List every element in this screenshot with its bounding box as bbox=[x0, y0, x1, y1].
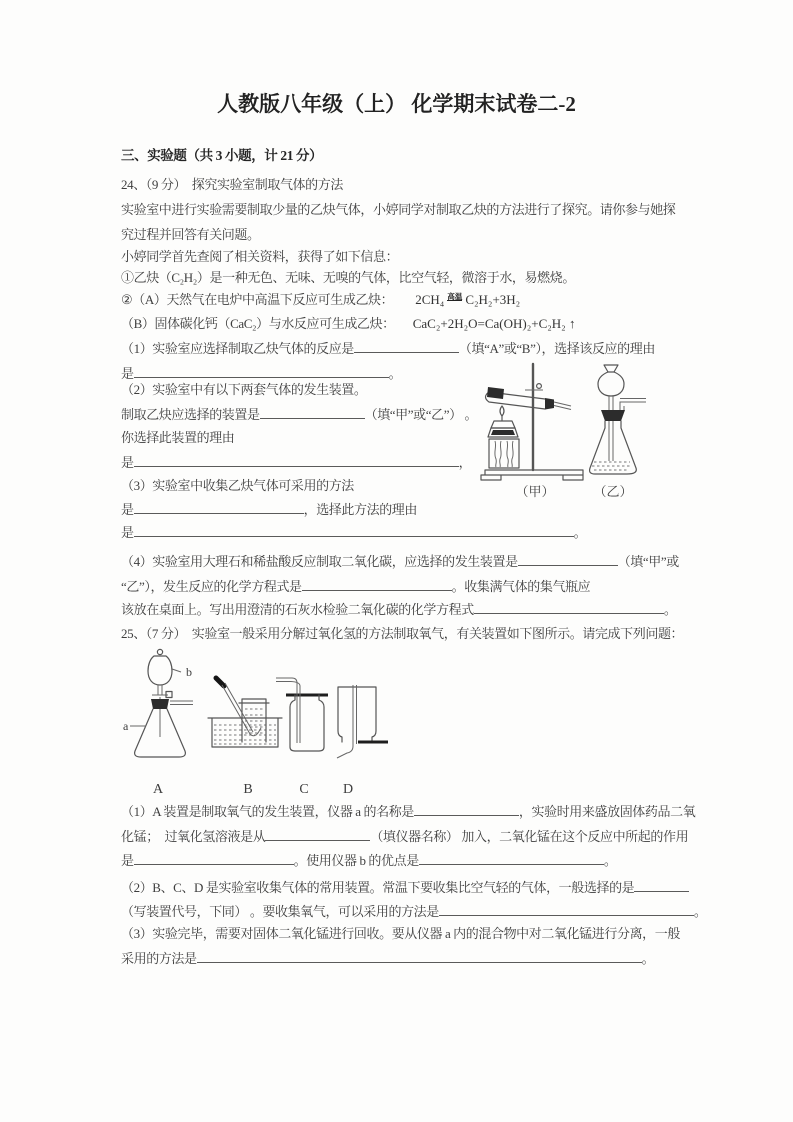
q24-sub3-prefix: 是 bbox=[121, 502, 134, 517]
q24-sub3-line1: （3）实验室中收集乙炔气体可采用的方法 bbox=[121, 478, 354, 493]
q25-sub3-text: 采用的方法是 bbox=[121, 951, 197, 966]
label-A: A bbox=[152, 782, 164, 797]
delivery-tube bbox=[222, 683, 253, 734]
device-D-downward-air-jar bbox=[337, 685, 388, 797]
stand-base bbox=[481, 470, 583, 480]
answer-blank bbox=[354, 339, 459, 353]
q25-sub1-prefix: 是 bbox=[121, 853, 134, 868]
q25-sub1-line2 bbox=[121, 827, 688, 846]
q24-head: 24、（9 分） 探究实验室制取气体的方法 bbox=[121, 177, 343, 192]
q24-sub2-line4 bbox=[121, 453, 471, 472]
device-C-upward-air-jar bbox=[276, 678, 328, 797]
separating-funnel-bulb bbox=[148, 656, 172, 685]
q24-sub4-text3: 。收集满气体的集气瓶应 bbox=[451, 579, 591, 594]
label-a: a bbox=[123, 719, 129, 733]
q25-head: 25、（7 分） 实验室一般采用分解过氧化氢的方法制取氧气，有关装置如下图所示。请完成下列问题： bbox=[121, 626, 684, 641]
gas-jar bbox=[290, 695, 324, 751]
water-trough bbox=[208, 718, 282, 747]
lamp-top bbox=[491, 416, 515, 428]
delivery-tube bbox=[620, 402, 646, 410]
apparatus-yi-flask-funnel bbox=[590, 365, 646, 499]
q24-intro-line1: 实验室中进行实验需要制取少量的乙炔气体，小婷同学对制取乙炔的方法进行了探究。请你参与她探 bbox=[121, 202, 676, 217]
comma: ， bbox=[458, 455, 472, 470]
period: 。 bbox=[693, 904, 707, 919]
q24-sub2-text: 制取乙炔应选择的装置是 bbox=[121, 407, 260, 422]
q24-info2-text: ②（A）天然气在电炉中高温下反应可生成乙炔： bbox=[121, 292, 394, 307]
answer-blank bbox=[134, 851, 294, 865]
q25-sub1-text4: （填仪器名称） 加入，二氧化锰在这个反应中所起的作用 bbox=[370, 829, 689, 844]
q25-sub2-line1 bbox=[121, 878, 689, 897]
label-C: C bbox=[299, 782, 309, 797]
carbide-formula: CaC₂+2H₂O=Ca(OH)₂+C₂H₂ ↑ bbox=[412, 316, 576, 331]
answer-blank bbox=[134, 453, 459, 467]
q25-sub1-line3 bbox=[121, 851, 616, 870]
answer-blank bbox=[134, 500, 304, 514]
q24-sub3-line2 bbox=[121, 500, 417, 519]
q24-sub3-line3 bbox=[121, 523, 586, 542]
label-B: B bbox=[243, 782, 253, 797]
label-yi: （乙） bbox=[593, 484, 633, 499]
period: 。 bbox=[663, 602, 677, 617]
clamp-grip bbox=[487, 387, 504, 399]
answer-blank bbox=[474, 600, 664, 614]
answer-blank bbox=[302, 577, 452, 591]
q24-sub2-line2 bbox=[121, 405, 477, 424]
period: 。 bbox=[573, 525, 587, 540]
device-A-generator bbox=[123, 649, 193, 797]
funnel-bulb bbox=[598, 372, 624, 396]
q24-info1: ①乙炔（C₂H₂）是一种无色、无味、无嗅的气体，比空气轻，微溶于水，易燃烧。 bbox=[121, 270, 575, 285]
q24-sub1-line1 bbox=[121, 339, 655, 358]
wood-block bbox=[489, 439, 519, 468]
q24-info3 bbox=[121, 315, 575, 333]
q25-sub2-line2 bbox=[121, 902, 706, 921]
flask-liquid bbox=[592, 462, 632, 470]
q25-sub1-text: （1）A 装置是制取氧气的发生装置，仪器 a 的名称是 bbox=[121, 804, 414, 819]
tube-stopper bbox=[545, 398, 554, 410]
q24-sub4-hint: （填“甲”或 bbox=[617, 554, 679, 569]
trough-water bbox=[214, 725, 276, 744]
q24-sub2-prefix: 是 bbox=[121, 455, 134, 470]
period: 。 bbox=[388, 366, 402, 381]
q25-sub2-text2: （写装置代号，下同） 。要收集氧气，可以采用的方法是 bbox=[121, 904, 439, 919]
q25-sub1-text2: ，实验时用来盛放固体药品二氧 bbox=[518, 804, 696, 819]
delivery-tube bbox=[337, 685, 357, 758]
methane-formula-right: C₂H₂+3H₂ bbox=[465, 292, 521, 307]
q24-info2 bbox=[121, 291, 520, 309]
q24-sub2-line3: 你选择此装置的理由 bbox=[121, 430, 235, 445]
q25-sub1-text5: 。使用仪器 b 的优点是 bbox=[293, 853, 419, 868]
answer-blank bbox=[414, 802, 519, 816]
q24-sub1-text: （1）实验室应选择制取乙炔气体的反应是 bbox=[121, 341, 354, 356]
q25-sub3-line1: （3）实验完毕，需要对固体二氧化锰进行回收。要从仪器 a 内的混合物中对二氧化锰进行分离，一般 bbox=[121, 926, 680, 941]
delivery-tube bbox=[276, 678, 300, 743]
q25-sub1-line1 bbox=[121, 802, 695, 821]
lamp-fuel bbox=[491, 430, 515, 435]
q24-sub1-prefix: 是 bbox=[121, 366, 134, 381]
answer-blank bbox=[197, 949, 642, 963]
q25-apparatus-diagram bbox=[120, 645, 420, 803]
answer-blank bbox=[134, 523, 574, 537]
section-heading: 三、实验题（共 3 小题，计 21 分） bbox=[121, 148, 323, 163]
label-jia: （甲） bbox=[515, 484, 555, 499]
answer-blank bbox=[265, 827, 370, 841]
funnel-mouth bbox=[604, 365, 618, 372]
delivery-tube bbox=[554, 402, 571, 410]
q24-sub4-text4: 该放在桌面上。写出用澄清的石灰水检验二氧化碳的化学方程式 bbox=[121, 602, 474, 617]
q25-sub1-text3: 化锰； 过氧化氢溶液是从 bbox=[121, 829, 266, 844]
side-tube bbox=[170, 701, 193, 705]
funnel-stem bbox=[609, 396, 613, 461]
methane-formula-left: 2CH₄ bbox=[415, 292, 445, 307]
q24-sub4-line3 bbox=[121, 600, 676, 619]
apparatus-jia-stand-heating bbox=[481, 364, 583, 499]
reaction-condition: 高温 bbox=[447, 292, 463, 301]
answer-blank bbox=[260, 405, 365, 419]
answer-blank bbox=[518, 552, 618, 566]
funnel-stopper-knob bbox=[157, 649, 162, 654]
q25-sub3-line2 bbox=[121, 949, 654, 968]
flame bbox=[500, 406, 504, 416]
q24-sub4-text: （4）实验室用大理石和稀盐酸反应制取二氧化碳，应选择的发生装置是 bbox=[121, 554, 518, 569]
q24-sub4-line1 bbox=[121, 552, 679, 571]
answer-blank bbox=[419, 851, 604, 865]
q25-sub2-text: （2）B、C、D 是实验室收集气体的常用装置。常温下要收集比空气轻的气体，一般选择的是 bbox=[121, 880, 635, 895]
q24-sub1-hint: （填“A”或“B”），选择该反应的理由 bbox=[458, 341, 655, 356]
period: 。 bbox=[603, 853, 617, 868]
clamp-bolt bbox=[537, 384, 542, 389]
label-b-pointer bbox=[172, 669, 181, 672]
page-title: 人教版八年级（上） 化学期末试卷二-2 bbox=[217, 92, 576, 116]
q24-info-intro: 小婷同学首先查阅了相关资料，获得了如下信息： bbox=[121, 249, 399, 264]
answer-blank bbox=[634, 878, 689, 892]
tube-rubber-end bbox=[216, 678, 224, 686]
flask-stopper bbox=[151, 699, 169, 709]
flask-stopper bbox=[601, 410, 625, 421]
period: 。 bbox=[641, 951, 655, 966]
q24-sub3-prefix2: 是 bbox=[121, 525, 134, 540]
q24-apparatus-diagram bbox=[455, 358, 705, 508]
label-b: b bbox=[186, 665, 192, 679]
q24-info3-text: （B）固体碳化钙（CaC₂）与水反应可生成乙炔： bbox=[121, 316, 395, 331]
answer-blank bbox=[134, 364, 389, 378]
q24-sub4-text2: “乙”），发生反应的化学方程式是 bbox=[121, 579, 302, 594]
q24-intro-line2: 究过程并回答有关问题。 bbox=[121, 227, 260, 242]
q24-sub3-text: ，选择此方法的理由 bbox=[303, 502, 418, 517]
q24-sub2-line1: （2）实验室中有以下两套气体的发生装置。 bbox=[121, 382, 367, 397]
wood-grain bbox=[495, 441, 513, 467]
q24-sub2-hint: （填“甲”或“乙”） 。 bbox=[364, 407, 478, 422]
label-D: D bbox=[342, 782, 354, 797]
device-B-water-collection bbox=[208, 678, 282, 797]
q24-sub4-line2 bbox=[121, 577, 590, 596]
answer-blank bbox=[439, 902, 694, 916]
